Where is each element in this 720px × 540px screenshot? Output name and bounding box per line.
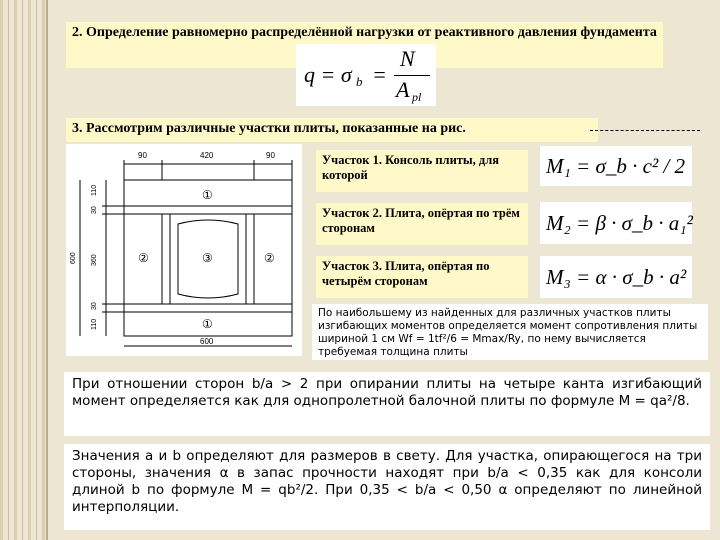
segment-1-text: Участок 1. Консоль плиты, для которой — [322, 153, 500, 182]
formula-m2: M₂ = β · σ_b · a₁² — [546, 211, 693, 235]
zone-label-2-right: ② — [264, 251, 275, 265]
heading-section-3 — [66, 118, 598, 142]
paragraph-1 — [64, 372, 710, 436]
dim-top-2: 420 — [200, 151, 214, 160]
segment-3-text: Участок 3. Плита, опёртая по четырём сторонам — [322, 259, 490, 288]
segment-3-label — [316, 256, 528, 298]
formula-m1-box — [540, 146, 692, 186]
heading-section-2-text: 2. Определение равномерно распределённой нагрузки от реактивного давления фундамента — [72, 25, 657, 40]
zone-label-1-top: ① — [202, 188, 213, 202]
fraction-line — [394, 75, 430, 76]
dashed-line — [590, 130, 700, 131]
plate-drawing-svg — [66, 144, 302, 356]
dim-left-4: 30 — [91, 302, 98, 310]
paragraph-1-text: При отношении сторон b/a > 2 при опирании плиты на четыре канта изгибающий момент определяется как для однопролетной балочной плиты по формуле M = qa²/8. — [72, 376, 702, 409]
zone-label-3: ③ — [202, 251, 213, 265]
formula-q-eq: = — [372, 62, 387, 87]
segment-2-text: Участок 2. Плита, опёртая по трём сторонам — [322, 206, 520, 235]
dim-left-3: 360 — [91, 254, 98, 266]
decorative-stripes — [0, 0, 48, 540]
formula-q-den: A — [396, 77, 410, 102]
formula-m2-box — [540, 202, 692, 244]
note-small-text: По наибольшему из найденных для различных участков плиты изгибающих моментов определяется момент сопротивления плиты шириной 1 см Wf = 1tf²/6 = Mmax/Ry, по нему вычисляется требуемая толщина плиты — [318, 307, 698, 358]
formula-q-num: N — [400, 46, 415, 71]
segment-2-label — [316, 203, 528, 245]
paragraph-2 — [64, 444, 710, 530]
dim-left-2: 30 — [91, 206, 98, 214]
formula-q-sub: b — [356, 74, 363, 89]
dim-bottom: 600 — [200, 337, 214, 346]
plate-drawing — [66, 144, 302, 356]
dim-left-1: 110 — [91, 184, 98, 196]
dim-top-3: 90 — [266, 151, 275, 160]
formula-q-den-sub: pl — [412, 90, 422, 104]
formula-m3: M₃ = α · σ_b · a² — [546, 265, 687, 289]
paragraph-2-text: Значения a и b определяют для размеров в свету. Для участка, опирающегося на три стороны, значения α в запас прочности находят при b/a < 0,35 как для консоли длиной b по формуле M = qb²/2. При 0,35 < b/a < 0,50 α определяют по линейной интерполяции. — [72, 448, 702, 515]
dim-left-total: 600 — [70, 252, 77, 264]
dim-left-5: 110 — [91, 318, 98, 330]
heading-section-3-text: 3. Рассмотрим различные участки плиты, показанные на рис. — [72, 121, 466, 136]
formula-q-box — [296, 44, 436, 106]
dim-top-1: 90 — [138, 151, 147, 160]
note-small — [312, 304, 708, 360]
zone-label-1-bottom: ① — [202, 317, 213, 331]
segment-1-label — [316, 150, 528, 192]
formula-q-lhs: q = σ — [304, 62, 352, 87]
formula-m1: M₁ = σ_b · c² / 2 — [546, 154, 686, 178]
formula-m3-box — [540, 256, 692, 298]
zone-label-2-left: ② — [138, 251, 149, 265]
